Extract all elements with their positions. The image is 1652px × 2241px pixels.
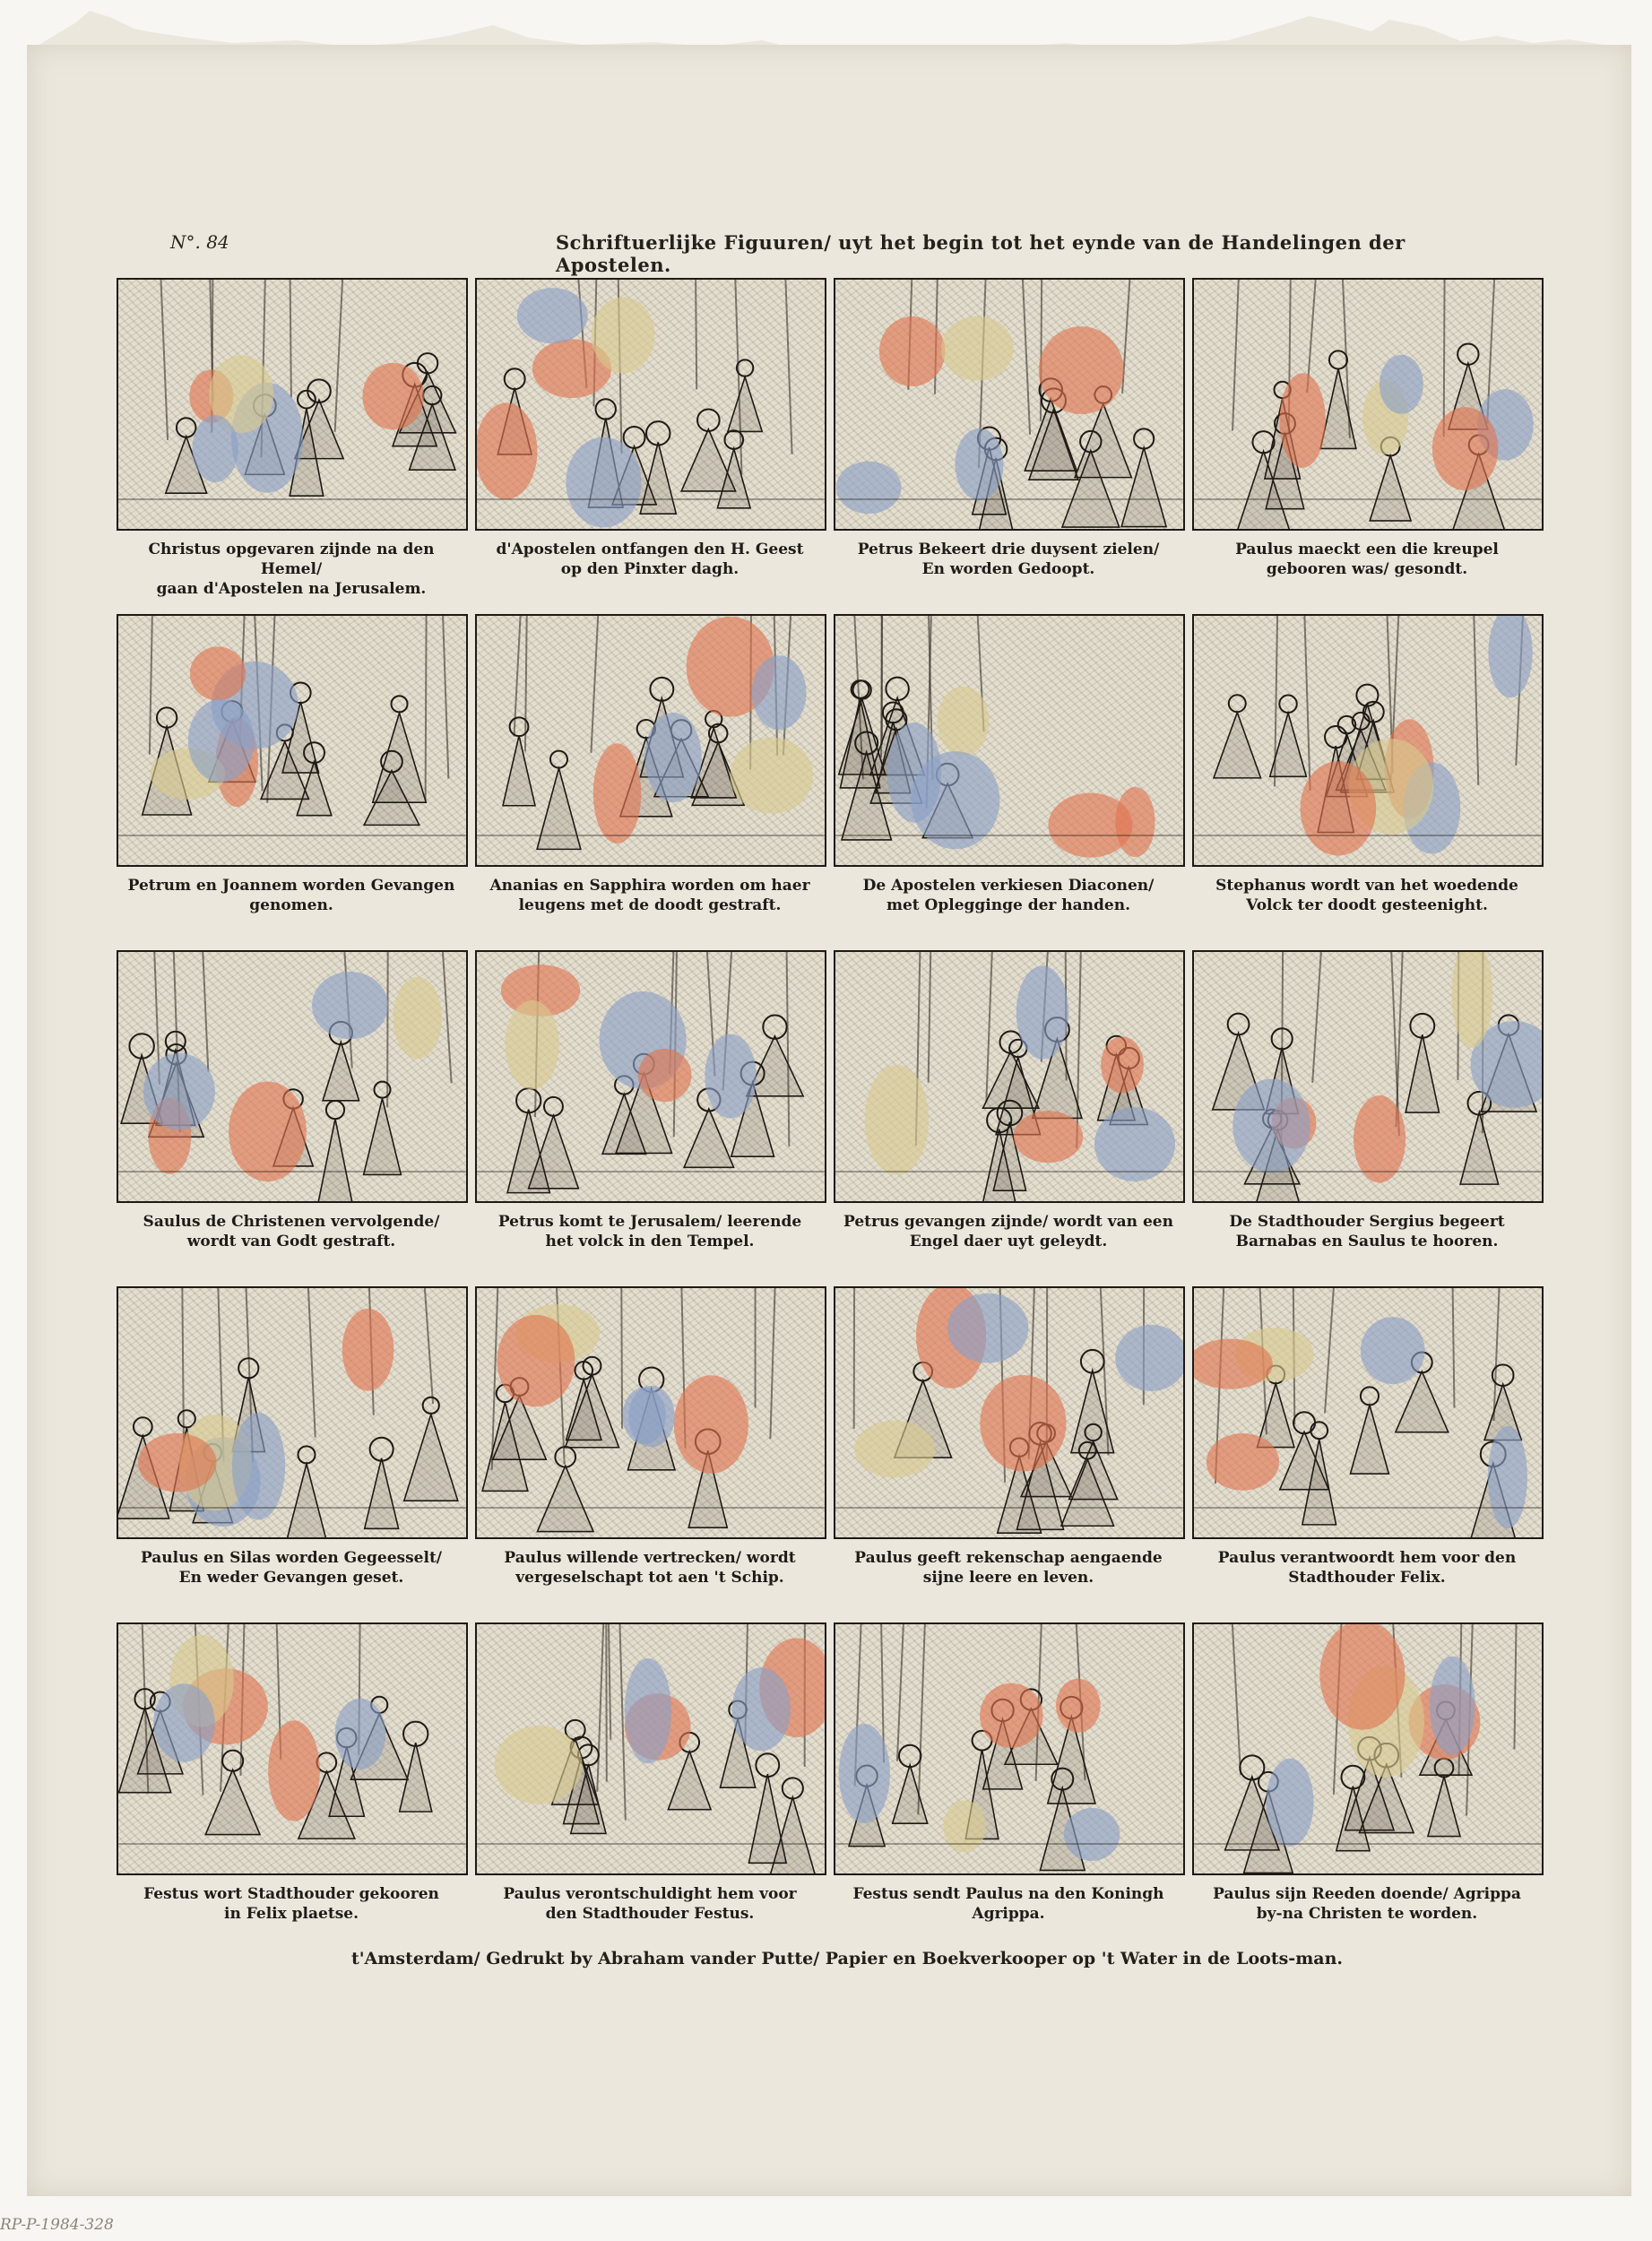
caption-line: het volck in den Tempel.	[545, 1233, 755, 1250]
woodcut-caption	[834, 1212, 1183, 1251]
caption-line: Paulus verontschuldight hem voor	[503, 1885, 797, 1903]
caption-line: op den Pinxter dagh.	[560, 560, 740, 578]
caption-line: Petrus gevangen zijnde/ wordt van een	[843, 1213, 1173, 1231]
caption-line: En weder Gevangen geset.	[178, 1569, 404, 1587]
woodcut-caption	[1192, 1884, 1542, 1924]
woodcut-cell	[117, 278, 466, 610]
caption-line: Paulus en Silas worden Gegeesselt/	[140, 1549, 443, 1567]
woodcut-caption	[834, 1548, 1183, 1588]
caption-line: Paulus verantwoordt hem voor den	[1217, 1549, 1517, 1567]
caption-line: gebooren was/ gesondt.	[1266, 560, 1468, 578]
caption-line: den Stadthouder Festus.	[545, 1905, 755, 1923]
caption-line: Festus sendt Paulus na den Koningh	[852, 1885, 1164, 1903]
caption-line: Petrum en Joannem worden Gevangen	[127, 877, 455, 895]
woodcut-illustration	[1192, 278, 1544, 531]
caption-line: genomen.	[249, 896, 333, 914]
woodcut-illustration	[834, 278, 1185, 531]
caption-line: De Apostelen verkiesen Diaconen/	[862, 877, 1155, 895]
woodcut-illustration	[117, 1286, 468, 1539]
woodcut-cell	[834, 614, 1183, 946]
woodcut-caption	[475, 1884, 825, 1924]
caption-line: Stephanus wordt van het woedende	[1215, 877, 1518, 895]
caption-line: by-na Christen te worden.	[1256, 1905, 1478, 1923]
woodcut-cell	[117, 950, 466, 1282]
woodcut-illustration	[834, 614, 1185, 867]
woodcut-caption	[117, 540, 466, 599]
woodcut-cell	[834, 1622, 1183, 1954]
caption-line: Barnabas en Saulus te hooren.	[1235, 1233, 1499, 1250]
woodcut-cell	[117, 614, 466, 946]
woodcut-illustration	[117, 950, 468, 1203]
sheet-header	[170, 231, 1497, 276]
sheet-title: Schriftuerlijke Figuuren/ uyt het begin tot het eynde van de Handelingen der Apostelen.	[556, 231, 1405, 276]
woodcut-cell	[1192, 614, 1542, 946]
woodcut-caption	[1192, 876, 1542, 915]
caption-line: De Stadthouder Sergius begeert	[1229, 1213, 1505, 1231]
caption-line: d'Apostelen ontfangen den H. Geest	[496, 541, 804, 558]
caption-line: Ananias en Sapphira worden om haer	[489, 877, 810, 895]
woodcut-cell	[117, 1286, 466, 1618]
caption-line: Paulus geeft rekenschap aengaende	[854, 1549, 1163, 1567]
woodcut-illustration	[834, 950, 1185, 1203]
woodcut-illustration	[834, 1622, 1185, 1875]
woodcut-caption	[834, 1884, 1183, 1924]
caption-line: Agrippa.	[972, 1905, 1045, 1923]
woodcut-caption	[475, 1548, 825, 1588]
caption-line: sijne leere en leven.	[922, 1569, 1094, 1587]
caption-line: Volck ter doodt gesteenight.	[1246, 896, 1488, 914]
woodcut-cell	[1192, 1286, 1542, 1618]
caption-line: Engel daer uyt geleydt.	[909, 1233, 1108, 1250]
caption-line: Festus wort Stadthouder gekooren	[143, 1885, 439, 1903]
woodcut-caption	[475, 876, 825, 915]
woodcut-cell	[475, 950, 825, 1282]
caption-line: in Felix plaetse.	[224, 1905, 359, 1923]
woodcut-cell	[834, 1286, 1183, 1618]
woodcut-caption	[117, 1884, 466, 1924]
woodcut-caption	[834, 876, 1183, 915]
caption-line: Saulus de Christenen vervolgende/	[143, 1213, 440, 1231]
caption-line: Stadthouder Felix.	[1288, 1569, 1446, 1587]
woodcut-caption	[117, 1212, 466, 1251]
caption-line: wordt van Godt gestraft.	[186, 1233, 396, 1250]
woodcut-cell	[117, 1622, 466, 1954]
caption-line: vergeselschapt tot aen 't Schip.	[515, 1569, 784, 1587]
woodcut-caption	[1192, 540, 1542, 579]
woodcut-cell	[475, 1622, 825, 1954]
woodcut-cell	[475, 614, 825, 946]
woodcut-cell	[834, 278, 1183, 610]
inventory-mark: RP-P-1984-328	[0, 2216, 114, 2234]
woodcut-illustration	[117, 278, 468, 531]
woodcut-caption	[117, 876, 466, 915]
caption-line: Paulus maeckt een die kreupel	[1235, 541, 1499, 558]
caption-line: met Oplegginge der handen.	[886, 896, 1131, 914]
woodcut-cell	[834, 950, 1183, 1282]
woodcut-illustration	[117, 1622, 468, 1875]
woodcut-cell	[475, 278, 825, 610]
woodcut-illustration	[117, 614, 468, 867]
woodcut-illustration	[475, 1286, 826, 1539]
caption-line: Petrus komt te Jerusalem/ leerende	[497, 1213, 802, 1231]
woodcut-illustration	[1192, 1622, 1544, 1875]
woodcut-cell	[475, 1286, 825, 1618]
woodcut-illustration	[475, 614, 826, 867]
woodcut-caption	[1192, 1548, 1542, 1588]
printer-imprint: t'Amsterdam/ Gedrukt by Abraham vander Putte/ Papier en Boekverkooper op 't Water in de Loots-man.	[350, 1949, 1344, 1968]
woodcut-caption	[475, 1212, 825, 1251]
caption-line: Petrus Bekeert drie duysent zielen/	[857, 541, 1160, 558]
woodcut-cell	[1192, 950, 1542, 1282]
woodcut-cell	[1192, 1622, 1542, 1954]
woodcut-illustration	[475, 1622, 826, 1875]
caption-line: leugens met de doodt gestraft.	[518, 896, 782, 914]
woodcut-illustration	[1192, 950, 1544, 1203]
woodcut-caption	[475, 540, 825, 579]
caption-line: gaan d'Apostelen na Jerusalem.	[156, 580, 427, 598]
woodcut-illustration	[475, 950, 826, 1203]
woodcut-caption	[1192, 1212, 1542, 1251]
woodcut-caption	[117, 1548, 466, 1588]
caption-line: En worden Gedoopt.	[921, 560, 1095, 578]
woodcut-illustration	[1192, 1286, 1544, 1539]
woodcut-caption	[834, 540, 1183, 579]
caption-line: Paulus sijn Reeden doende/ Agrippa	[1213, 1885, 1521, 1903]
woodcut-illustration	[834, 1286, 1185, 1539]
plate-number: N°. 84	[170, 231, 229, 253]
caption-line: Paulus willende vertrecken/ wordt	[504, 1549, 796, 1567]
caption-line: Christus opgevaren zijnde na den Hemel/	[148, 541, 435, 578]
woodcut-illustration	[475, 278, 826, 531]
woodcut-illustration	[1192, 614, 1544, 867]
woodcut-cell	[1192, 278, 1542, 610]
